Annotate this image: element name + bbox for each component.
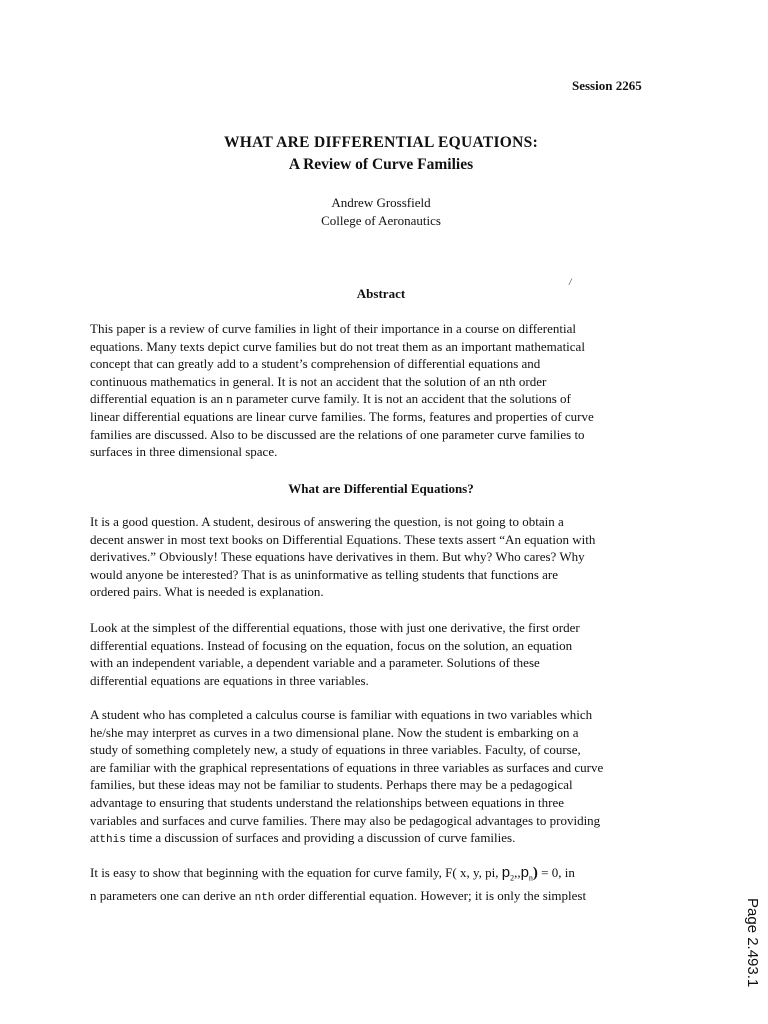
text-line: linear differential equations are linear curve families. The forms, features and properties of curve (90, 408, 594, 424)
session-number: Session 2265 (572, 78, 642, 93)
text-line: A student who has completed a calculus course is familiar with equations in two variables which (90, 707, 593, 722)
equation-subscript: 2 (510, 873, 515, 883)
text-fragment: = 0, in (537, 865, 575, 880)
text-line: families, but these ideas may not be familiar to students. Perhaps there may be a pedagogical (90, 777, 573, 793)
text-fragment: n parameters one can derive an (90, 888, 255, 904)
equation-paren: ) (532, 865, 538, 881)
section-heading: What are Differential Equations? (288, 481, 474, 496)
body-paragraph-1 (90, 513, 670, 601)
body-paragraph-3 (90, 706, 670, 850)
abstract-heading: Abstract (356, 286, 406, 301)
text-line: variables and surfaces and curve families. There may also be pedagogical advantages to providing (90, 812, 601, 828)
text-line: differential equation is an n parameter curve family. It is not an accident that the solutions of (90, 391, 571, 407)
text-line: would anyone be interested? That is as uninformative as telling students that functions are (90, 566, 558, 582)
paper-subtitle: A Review of Curve Families (288, 156, 474, 173)
equation-symbol: p (501, 864, 511, 881)
text-line: derivatives.” Obviously! These equations have derivatives in them. But why? Who cares? Why (90, 549, 585, 565)
text-line (90, 864, 670, 887)
text-fragment: at (90, 830, 100, 846)
text-line: Look at the simplest of the differential equations, those with just one derivative, the first order (90, 620, 580, 635)
equation-subscript: n (528, 873, 533, 883)
text-line: continuous mathematics in general. It is not an accident that the solution of an nth order (90, 373, 547, 389)
paper-title: WHAT ARE DIFFERENTIAL EQUATIONS: (223, 134, 539, 151)
text-line (90, 887, 670, 908)
text-fragment: It is easy to show that beginning with the equation for curve family, F( x, y, pi, (90, 865, 502, 880)
equation-symbol: p (520, 864, 529, 881)
page-number: Page 2.493.1 (744, 898, 761, 988)
author-affiliation: College of Aeronautics (321, 213, 441, 228)
text-line: study of something completely new, a study of equations in three variables. Faculty, of course, (90, 742, 581, 758)
text-line: families are discussed. Also to be discussed are the relations of one parameter curve families to (90, 426, 585, 442)
text-line: he/she may interpret as curves in a two dimensional plane. Now the student is embarking on a (90, 724, 579, 740)
body-paragraph-2 (90, 619, 670, 689)
text-fragment: time a discussion of surfaces and providing a discussion of curve families. (125, 830, 516, 846)
text-line: advantage to ensuring that students understand the relationships between equations in three (90, 794, 565, 810)
abstract-paragraph (90, 320, 670, 461)
stray-mark: / (569, 277, 572, 287)
text-line: ordered pairs. What is needed is explanation. (90, 584, 324, 600)
body-paragraph-4 (90, 864, 670, 908)
text-line: concept that can greatly add to a student’s comprehension of differential equations and (90, 356, 541, 372)
text-fragment: ,, (514, 865, 521, 880)
text-line: are familiar with the graphical representations of equations in three variables as surfaces and curve (90, 759, 604, 775)
text-line (90, 829, 670, 850)
text-line: differential equations are equations in three variables. (90, 672, 369, 688)
text-fragment: this (99, 834, 126, 847)
text-line: This paper is a review of curve families in light of their importance in a course on differential (90, 321, 577, 336)
text-line: differential equations. Instead of focusing on the equation, focus on the solution, an equation (90, 637, 573, 653)
text-fragment: nth (254, 892, 275, 905)
text-line: decent answer in most text books on Differential Equations. These texts assert “An equation with (90, 531, 596, 547)
text-line: with an independent variable, a dependent variable and a parameter. Solutions of these (90, 655, 540, 671)
text-fragment: order differential equation. However; it is only the simplest (274, 888, 587, 904)
text-line: It is a good question. A student, desirous of answering the question, is not going to obtain a (90, 514, 564, 529)
author-name: Andrew Grossfield (331, 195, 431, 210)
text-line: surfaces in three dimensional space. (90, 444, 278, 460)
text-line: equations. Many texts depict curve families but do not treat them as an important mathematical (90, 338, 585, 354)
